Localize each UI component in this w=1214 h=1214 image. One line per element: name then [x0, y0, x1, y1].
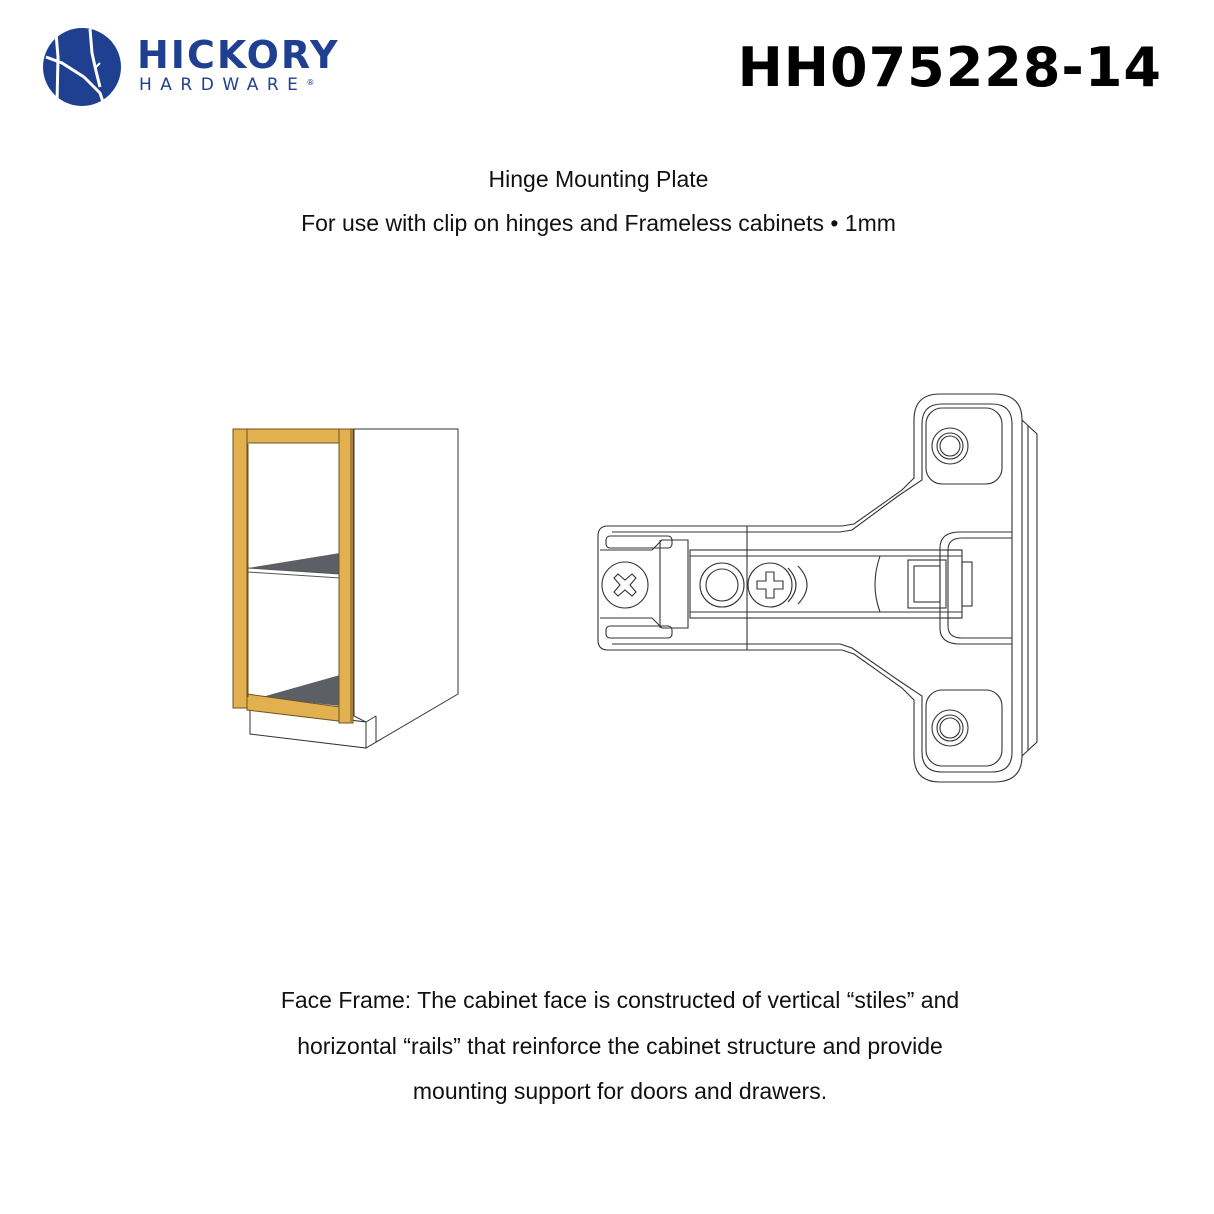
face-frame-description — [120, 978, 1120, 1115]
brand-name-line2-text: HARDWARE — [139, 75, 307, 95]
product-subtitle: For use with clip on hinges and Frameless cabinets • 1mm — [301, 210, 896, 236]
registered-mark: ® — [306, 78, 315, 87]
tree-branch-circle-icon — [42, 27, 122, 107]
description-line-2: horizontal “rails” that reinforce the cabinet structure and provide — [297, 1032, 943, 1059]
face-frame-cabinet-illustration — [228, 422, 468, 758]
brand-wordmark — [137, 35, 340, 95]
hinge-mounting-plate-drawing — [592, 390, 1038, 786]
product-title: Hinge Mounting Plate — [488, 166, 709, 192]
product-sku: HH075228-14 — [737, 36, 1162, 99]
description-line-3: mounting support for doors and drawers. — [412, 1078, 828, 1104]
brand-logo — [42, 27, 340, 107]
brand-name-line1: HICKORY — [137, 33, 340, 77]
brand-name-line2 — [139, 75, 340, 95]
description-line-1: Face Frame: The cabinet face is constructed of vertical “stiles” and — [280, 987, 960, 1013]
